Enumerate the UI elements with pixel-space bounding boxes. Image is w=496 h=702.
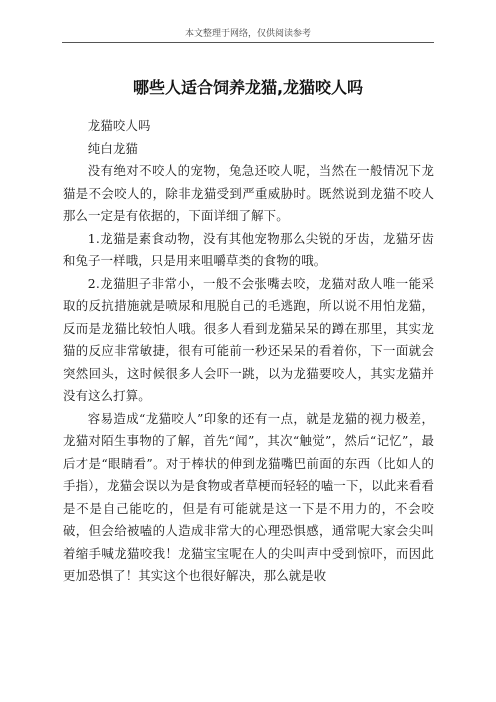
page-header-note: 本文整理于网络，仅供阅读参考	[184, 29, 311, 39]
paragraph-subheading-2: 纯白龙猫	[87, 140, 138, 156]
document-body	[63, 115, 434, 588]
paragraph-point-1: 1.龙猫是素食动物，没有其他宠物那么尖锐的牙齿，龙猫牙齿和兔子一样哦，只是用来咀嚼草类的食物的哦。	[63, 230, 434, 268]
document-title: 哪些人适合饲养龙猫,龙猫咬人吗	[132, 78, 364, 97]
paragraph-point-2: 2.龙猫胆子非常小，一般不会张嘴去咬，龙猫对敌人唯一能采取的反抗措施就是喷尿和甩脱自己的毛逃跑，所以说不用怕龙猫，反而是龙猫比较怕人哦。很多人看到龙猫呆呆的蹲在那里，其实龙猫的反应非常敏捷，很有可能前一秒还呆呆的看着你，下一面就会突然回头，这时候很多人会吓一跳，以为龙猫要咬人，其实龙猫并没有这么打算。	[63, 275, 434, 403]
paragraph-intro: 没有绝对不咬人的宠物，兔急还咬人呢，当然在一般情况下龙猫是不会咬人的，除非龙猫受到严重威胁时。既然说到龙猫不咬人那么一定是有依据的，下面详细了解下。	[63, 163, 434, 223]
header-divider	[62, 42, 434, 43]
paragraph-subheading-1: 龙猫咬人吗	[87, 118, 151, 133]
paragraph-eyesight: 容易造成“龙猫咬人”印象的还有一点，就是龙猫的视力极差，龙猫对陌生事物的了解，首先“闻”，其次“触觉”，然后“记忆”，最后才是“眼睛看”。对于棒状的伸到龙猫嘴巴前面的东西（比如人的手指），龙猫会误以为是食物或者草梗而轻轻的嗑一下，以此来看看是不是自己能吃的，但是有可能就是这一下是不用力的，不会咬破，但会给被嗑的人造成非常大的心理恐惧感，通常呢大家会尖叫着缩手喊龙猫咬我！龙猫宝宝呢在人的尖叫声中受到惊吓，而因此更加恐惧了！其实这个也很好解决，那么就是收	[63, 410, 434, 583]
